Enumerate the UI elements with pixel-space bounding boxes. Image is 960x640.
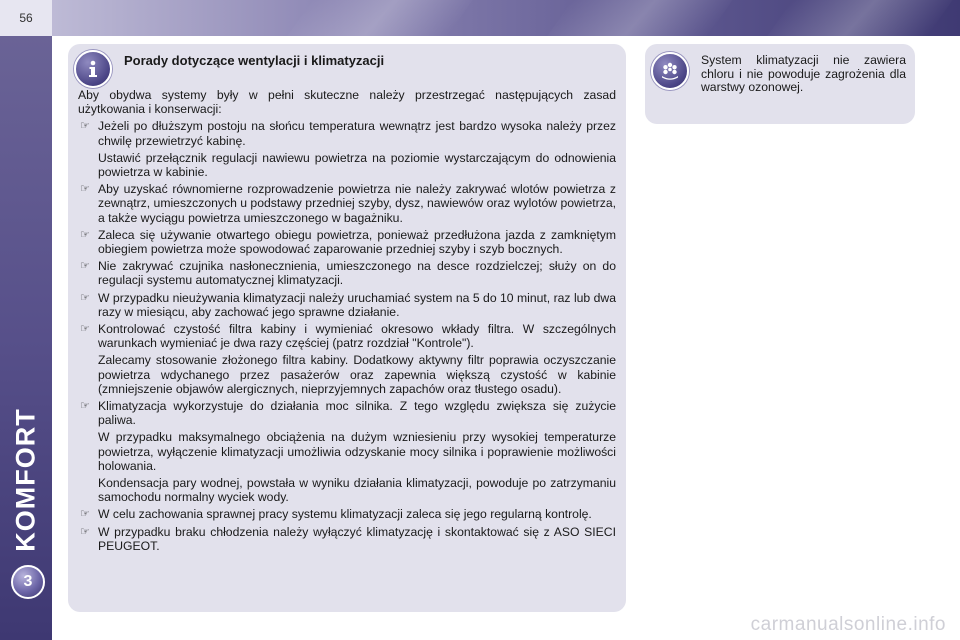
list-item: ☞ Aby uzyskać równomierne rozprowadzenie powietrza nie należy zakrywać wlotów powietrza z zewnątrz, umieszczonych u podstawy przedniej szyby, dysz, nawiewów oraz wylotów powietrza, a także wyciągu powietrza umieszczonego w bagażniku.	[80, 182, 616, 225]
pointing-hand-icon: ☞	[80, 508, 90, 521]
header-light-streak	[547, 0, 732, 36]
pointing-hand-icon: ☞	[80, 260, 90, 273]
eco-flower-icon	[651, 52, 689, 90]
list-item-continuation: Kondensacja pary wodnej, powstała w wyniku działania klimatyzacji, powoduje po zatrzymaniu samochodu normalny wyciek wody.	[98, 476, 616, 505]
list-item: ☞ W przypadku braku chłodzenia należy wyłączyć klimatyzację i skontaktować się z ASO SIECI PEUGEOT.	[80, 524, 616, 553]
list-item: ☞ W przypadku nieużywania klimatyzacji należy uruchamiać system na 5 do 10 minut, raz lub dwa razy w miesiącu, aby zachować jego sprawne działanie.	[80, 290, 616, 319]
header-light-streak	[767, 0, 952, 36]
chapter-number-badge: 3	[11, 565, 45, 599]
top-header-band	[0, 0, 960, 36]
panel-body	[78, 88, 616, 556]
list-item: ☞ Kontrolować czystość filtra kabiny i wymieniać okresowo wkłady filtra. W szczególnych warunkach wymieniać je dwa razy częściej (patrz rozdział "Kontrole").	[80, 322, 616, 351]
pointing-hand-icon: ☞	[80, 228, 90, 241]
list-item-continuation: Ustawić przełącznik regulacji nawiewu powietrza na poziomie wystarczającym do odnowienia powietrza w kabinie.	[98, 150, 616, 180]
list-item: ☞ Klimatyzacja wykorzystuje do działania moc silnika. Z tego względu zwiększa się zużycie paliwa.	[80, 399, 616, 428]
environment-note-text: System klimatyzacji nie zawiera chloru i nie powoduje zagrożenia dla warstwy ozonowej.	[701, 53, 906, 94]
list-item: ☞ W celu zachowania sprawnej pracy systemu klimatyzacji zaleca się jego regularną kontrolę.	[80, 507, 592, 522]
pointing-hand-icon: ☞	[80, 323, 90, 336]
pointing-hand-icon: ☞	[80, 291, 90, 304]
chapter-label: KOMFORT	[10, 408, 41, 552]
pointing-hand-icon: ☞	[80, 183, 90, 196]
panel-title: Porady dotyczące wentylacji i klimatyzacji	[124, 53, 385, 68]
list-item: ☞ Zaleca się używanie otwartego obiegu powietrza, ponieważ przedłużona jazda z zamkniętym obiegiem powietrza może spowodować zaparowanie przedniej szyby i szyb bocznych.	[80, 227, 616, 257]
header-light-streak	[287, 0, 472, 36]
info-icon	[74, 50, 112, 88]
list-item-continuation: W przypadku maksymalnego obciążenia na dużym wzniesieniu przy wysokiej temperaturze powietrza, wyłączenie klimatyzacji umożliwia odzyskanie mocy silnika i poprawienie możliwości holowania.	[98, 430, 616, 473]
environment-note-panel	[645, 44, 915, 124]
intro-paragraph: Aby obydwa systemy były w pełni skuteczne należy przestrzegać następujących zasad użytkowania i konserwacji:	[78, 88, 616, 117]
site-watermark: carmanualsonline.info	[750, 614, 946, 635]
list-item-continuation: Zalecamy stosowanie złożonego filtra kabiny. Dodatkowy aktywny filtr poprawia oczyszczanie powietrza wdychanego przez pasażerów oraz zapewnia większą czystość w kabinie (zmniejszenie objawów alergicznych, nieprzyjemnych zapachów oraz tłustego osadu).	[98, 353, 616, 396]
list-item: ☞ Nie zakrywać czujnika nasłonecznienia, umieszczonego na desce rozdzielczej; służy on do regulacji systemu automatycznej klimatyzacji.	[80, 259, 616, 288]
pointing-hand-icon: ☞	[80, 400, 90, 413]
pointing-hand-icon: ☞	[80, 525, 90, 538]
ventilation-tips-panel	[68, 44, 626, 612]
pointing-hand-icon: ☞	[80, 120, 90, 133]
list-item: ☞ Jeżeli po dłuższym postoju na słońcu temperatura wewnątrz jest bardzo wysoka należy przez chwilę przewietrzyć kabinę.	[80, 119, 616, 148]
page-number: 56	[0, 0, 52, 36]
